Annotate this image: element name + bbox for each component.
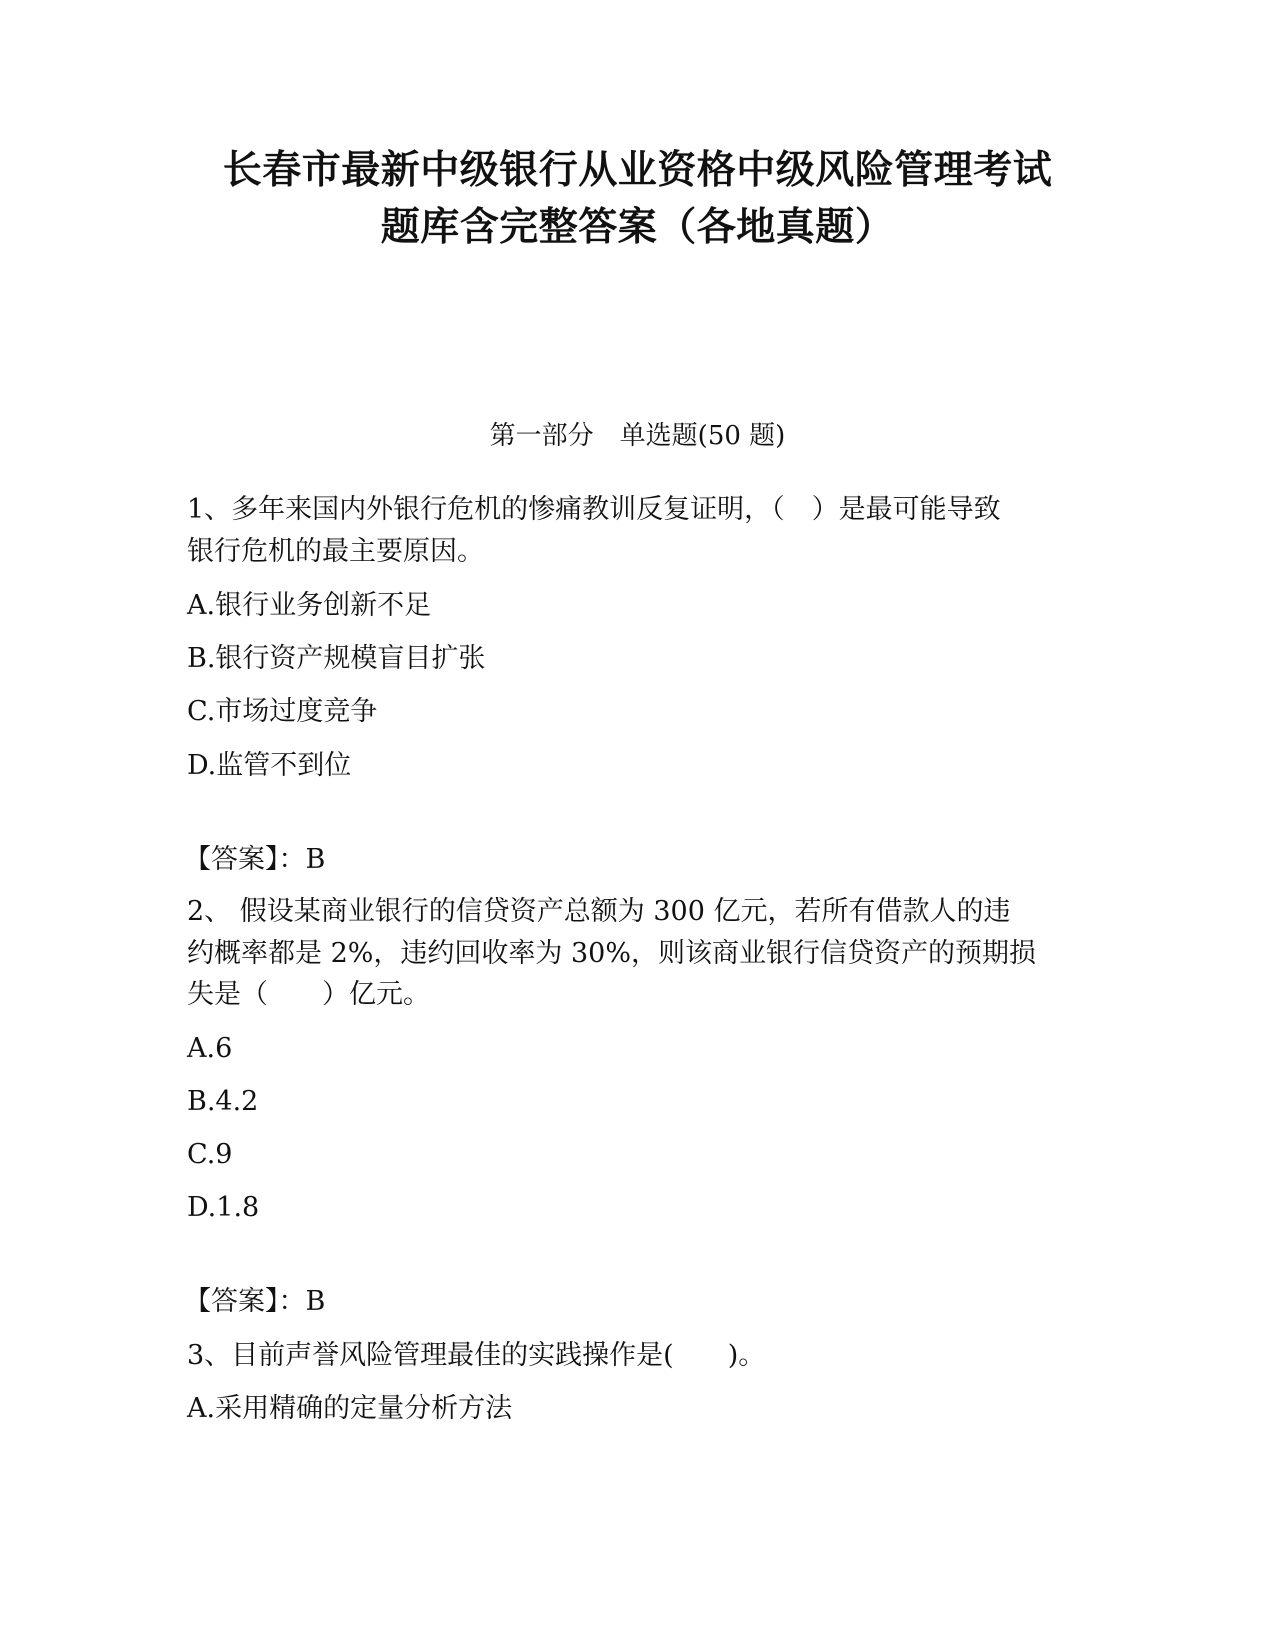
question-2-option-b: B.4.2 — [187, 1086, 259, 1117]
document-title-line-2: 题库含完整答案（各地真题） — [380, 205, 895, 250]
question-3-option-a: A.采用精确的定量分析方法 — [187, 1393, 513, 1424]
question-1-option-c: C.市场过度竞争 — [187, 696, 378, 727]
question-1-option-b: B.银行资产规模盲目扩张 — [187, 643, 486, 674]
question-2-option-d: D.1.8 — [187, 1192, 260, 1223]
question-2-option-a: A.6 — [187, 1033, 233, 1064]
question-2-option-c: C.9 — [187, 1139, 233, 1170]
question-1-option-d: D.监管不到位 — [187, 750, 352, 781]
question-3-text-line-1: 3、目前声誉风险管理最佳的实践操作是( )。 — [187, 1340, 766, 1371]
question-2-text-line-3: 失是（ ）亿元。 — [187, 979, 430, 1010]
question-1-answer: 【答案】：B — [184, 844, 326, 875]
document-title — [150, 142, 1125, 256]
question-2-text-line-1: 2、 假设某商业银行的信贷资产总额为 300 亿元，若所有借款人的违 — [187, 896, 1011, 927]
question-1-text-line-1: 1、多年来国内外银行危机的惨痛教训反复证明，（ ）是最可能导致 — [187, 494, 1001, 525]
question-2-text-line-2: 约概率都是 2%，违约回收率为 30%，则该商业银行信贷资产的预期损 — [187, 938, 1037, 969]
question-1-text-line-2: 银行危机的最主要原因。 — [187, 536, 484, 567]
question-2-answer: 【答案】：B — [184, 1286, 326, 1317]
section-heading: 第一部分 单选题(50 题) — [489, 421, 786, 451]
document-title-line-1: 长春市最新中级银行从业资格中级风险管理考试 — [222, 148, 1053, 193]
question-1-option-a: A.银行业务创新不足 — [187, 590, 432, 621]
